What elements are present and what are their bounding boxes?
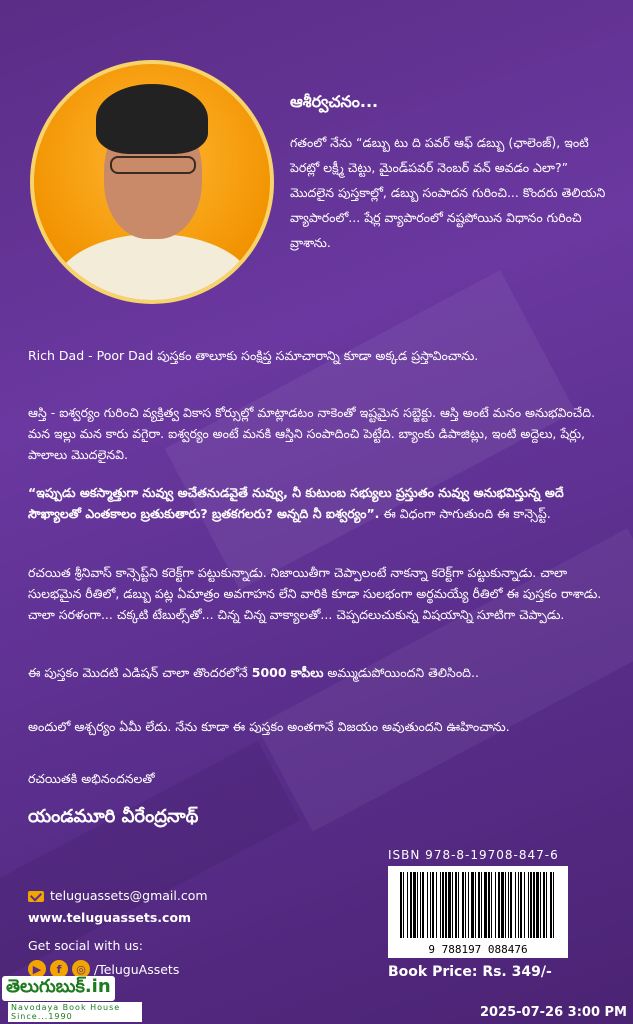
barcode-number: 9 788197 088476 [428,943,528,956]
timestamp: 2025-07-26 3:00 PM [479,1005,627,1020]
copies-count: 5000 కాపీలు [251,665,324,680]
paragraph-edition: ఈ పుస్తకం మొదటి ఎడిషన్ చాలా తొందరలోనే 5000 కాపీలు అమ్ముడుపోయిందని తెలిసింది.. [28,665,479,680]
quote-text: “ఇప్పుడు అకస్మాత్తుగా నువ్వు అచేతనుడవైతే నువ్వు, నీ కుటుంబ సభ్యులు ప్రస్తుతం నువ్వు అనుభవిస్తున్న అదే సౌఖ్యాలతో ఎంతకాలం బ్రతుకుతారు? బ్రతకగలరు? అన్నది నీ ఐశ్వర్యం”. [28,485,564,521]
logo-main-text: తెలుగుబుక్.in [2,976,115,1001]
youtube-icon: ▶ [28,960,46,978]
mail-icon [28,891,44,902]
logo-sub-text: Navodaya Book House Since...1990 [8,1002,142,1022]
author-portrait [30,60,274,304]
paragraph-asset-wealth: ఆస్తి - ఐశ్వర్యం గురించి వ్యక్తిత్వ వికాస కోర్సుల్లో మాట్లాడటం నాకెంతో ఇష్టమైన సబ్జెక్టు. ఆస్తి అంటే మనం అనుభవించేది. మన ఇల్లు మన కారు వగైరా. ఐశ్వర్యం అంటే మనకి ఆస్తిని సంపాదించి పెట్టేది. బ్యాంకు డిపాజిట్లు, ఇంటి అద్దెలు, షేర్లు, పాలాలు మొదలైనవి. [28,405,596,462]
instagram-icon: ◎ [72,960,90,978]
book-price: Book Price: Rs. 349/- [388,964,552,980]
intro-paragraph: గతంలో నేను “డబ్బు టు ది పవర్ ఆఫ్ డబ్బు (ఛాలెంజ్), ఇంటి పెరట్లో లక్ష్మీ చెట్టు, మైండ్‌పవర్ నెంబర్ వన్ అవడం ఎలా?” మొదలైన పుస్తకాల్లో, డబ్బు సంపాదన గురించి... కొందరు తెలియని వ్యాపారంలో... షేర్ల వ్యాపారంలో నష్టపోయిన విధానం గురించి వ్రాశాను. [290,135,606,250]
quote-tail: ఈ విధంగా సాగుతుంది ఈ కాన్సెప్ట్. [379,506,551,521]
isbn-label: ISBN 978-8-19708-847-6 [388,848,559,862]
contact-website: www.teluguassets.com [28,910,192,925]
paragraph-rich-dad: Rich Dad - Poor Dad పుస్తకం తాలూకు సంక్షిప్త సమాచారాన్ని కూడా అక్కడ ప్రస్తావించాను. [28,348,479,363]
social-label: Get social with us: [28,938,144,953]
paragraph-expectation: అందులో ఆశ్చర్యం ఏమీ లేదు. నేను కూడా ఈ పుస్తకం అంతగానే విజయం అవుతుందని ఊహించాను. [28,719,510,734]
paragraph-quote [28,482,608,524]
publisher-logo [2,976,142,1020]
facebook-icon: f [50,960,68,978]
paragraph-author-praise: రచయిత శ్రీనివాస్ కాన్సెప్ట్‌ని కరెక్ట్‌గా పట్టుకున్నాడు. నిజాయితీగా చెప్పాలంటే నాకన్నా కరెక్ట్‌గా పట్టుకున్నాడు. చాలా సులభమైన రీతిలో, డబ్బు పట్ల ఏమాత్రం అవగాహన లేని వారికి కూడా సులభంగా అర్థమయ్యే రీతిలో ఈ పుస్తకం రాశాడు. చాలా సరళంగా... చక్కటి టేబుల్స్‌తో... చిన్న చిన్న వాక్యాలతో... చెప్పదలుచుకున్న విషయాన్ని సూటిగా చెప్పాడు. [28,565,602,622]
social-handle: /TeluguAssets [94,961,180,977]
barcode-bars [398,872,558,938]
blessing-heading: ఆశీర్వచనం... [290,92,379,111]
contact-email: teluguassets@gmail.com [50,888,208,903]
paragraph-greeting: రచయితకి అభినందనలతో [28,771,155,786]
author-signature: యండమూరి వీరేంద్రనాథ్ [28,806,199,827]
contact-email-row [28,888,208,903]
barcode [388,866,568,958]
